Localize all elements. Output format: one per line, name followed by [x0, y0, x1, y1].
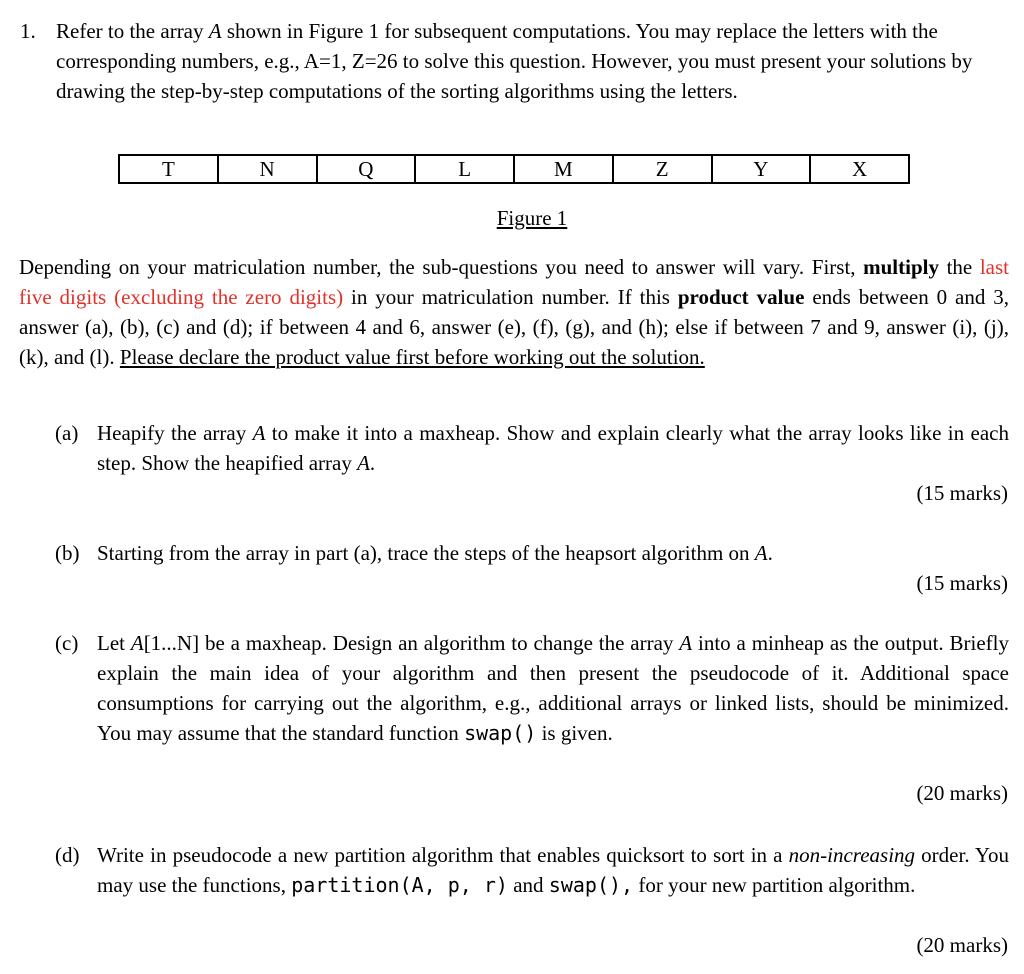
array-cell: Q	[317, 155, 416, 183]
code-swap: swap()	[464, 721, 537, 745]
array-cell: Z	[613, 155, 712, 183]
code-swap: swap(),	[548, 873, 634, 897]
subquestion-d-text: Write in pseudocode a new partition algorithm that enables quicksort to sort in a non-increasing order. You may use the functions, partition(A, p, r) and swap(), for your new partition algorithm.	[97, 843, 1009, 897]
question-number: 1.	[20, 19, 36, 43]
subquestion-d-label: (d)	[55, 843, 80, 867]
code-partition: partition(A, p, r)	[291, 873, 508, 897]
subquestion-a-label: (a)	[55, 421, 79, 445]
subquestion-a-marks: (15 marks)	[916, 481, 1008, 505]
subquestion-b-text: Starting from the array in part (a), trace the steps of the heapsort algorithm on A.	[97, 541, 773, 565]
subquestion-c-marks: (20 marks)	[916, 781, 1008, 805]
array-cell: Y	[712, 155, 811, 183]
instructions-paragraph: Depending on your matriculation number, the sub-questions you need to answer will vary. First, multiply the last five digits (excluding the zero digits) in your matriculation number. If this product value ends between 0 and 3, answer (a), (b), (c) and (d); if between 4 and 6, answer (e), (f), (g), and (h); else if between 7 and 9, answer (i), (j), (k), and (l). Please declare the product value first before working out the solution.	[19, 255, 1015, 369]
highlighted-text: last five digits (excluding the zero digits)	[19, 255, 1015, 309]
array-cell: T	[119, 155, 218, 183]
subquestion-a-text: Heapify the array A to make it into a maxheap. Show and explain clearly what the array looks like in each step. Show the heapified array A.	[97, 421, 1009, 475]
array-cell: N	[218, 155, 317, 183]
array-cell: M	[514, 155, 613, 183]
array-cell: X	[810, 155, 909, 183]
array-figure	[118, 154, 910, 184]
array-cell: L	[415, 155, 514, 183]
figure-caption: Figure 1	[496, 206, 568, 230]
subquestion-b-marks: (15 marks)	[916, 571, 1008, 595]
subquestion-c-label: (c)	[55, 631, 79, 655]
question-intro: Refer to the array A shown in Figure 1 for subsequent computations. You may replace the letters with the corresponding numbers, e.g., A=1, Z=26 to solve this question. However, you must present your solutions by drawing the step-by-step computations of the sorting algorithms using the letters.	[56, 19, 978, 103]
subquestion-c-text: Let A[1...N] be a maxheap. Design an algorithm to change the array A into a minheap as the output. Briefly explain the main idea of your algorithm and then present the pseudocode of it. Additional space consumptions for carrying out the algorithm, e.g., additional arrays or linked lists, should be minimized. You may assume that the standard function swap() is given.	[97, 631, 1010, 745]
subquestion-d-marks: (20 marks)	[916, 933, 1008, 957]
subquestion-b-label: (b)	[55, 541, 80, 565]
